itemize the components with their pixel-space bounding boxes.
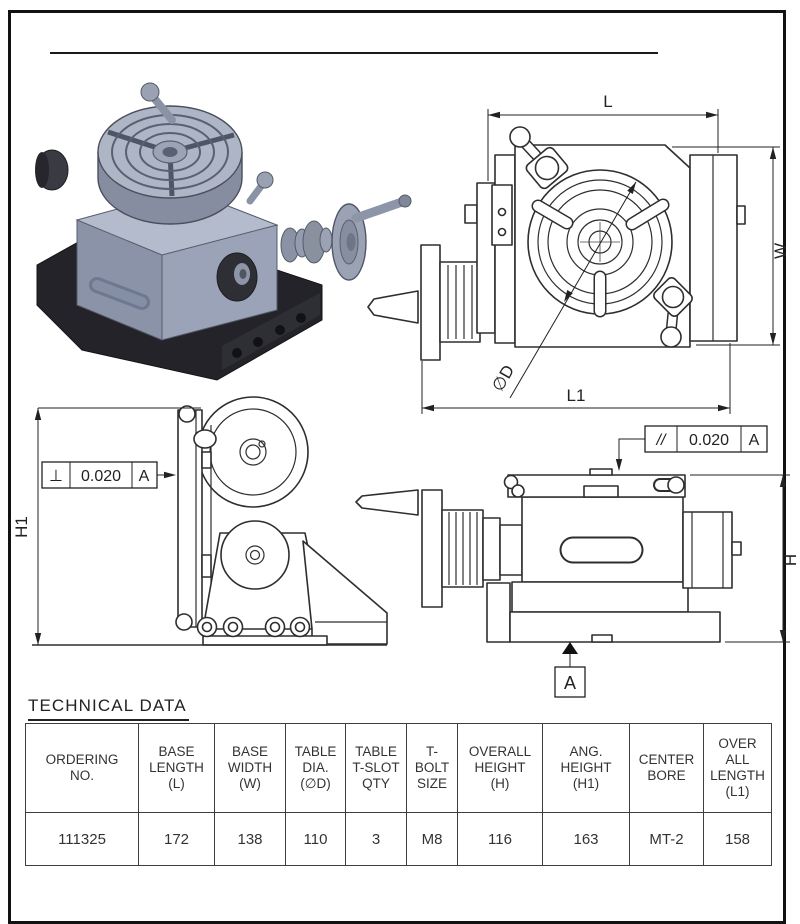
dimension-H1 (12, 408, 201, 645)
iso-trunnion-disc (217, 253, 257, 301)
fcf-datum-ref: A (138, 468, 150, 485)
cell-center-bore: MT-2 (630, 813, 704, 866)
fcf-datum-ref: A (748, 432, 760, 449)
fcf-perpendicular-symbol: ⊥ (49, 468, 63, 485)
dim-label-L: L (603, 92, 613, 111)
technical-data-table (25, 723, 772, 866)
col-header-ang-height: ANG. HEIGHT (H1) (543, 724, 630, 813)
side-view-outline (356, 469, 741, 642)
top-view (360, 85, 795, 415)
cell-tslot-qty: 3 (346, 813, 407, 866)
datum-feature-A (555, 642, 585, 697)
col-header-base-width: BASE WIDTH (W) (215, 724, 286, 813)
dim-label-table-diameter: ∅D (488, 361, 519, 395)
parallelism-fcf (616, 426, 767, 471)
perpendicularity-fcf (42, 462, 176, 488)
fcf-tolerance-value: 0.020 (80, 468, 122, 485)
cell-overall-length: 158 (704, 813, 772, 866)
col-header-overall-height: OVERALL HEIGHT (H) (458, 724, 543, 813)
dim-label-W: W (771, 242, 790, 260)
dim-label-H1: H1 (12, 516, 31, 538)
fcf-tolerance-value: 0.020 (688, 432, 730, 449)
col-header-center-bore: CENTER BORE (630, 724, 704, 813)
front-view-outline (32, 397, 387, 645)
iso-rotary-table (98, 106, 242, 224)
dimension-L1 (422, 343, 730, 414)
datum-flag-label: A (563, 673, 577, 693)
technical-data-heading: TECHNICAL DATA (28, 696, 189, 721)
col-header-tslot-qty: TABLE T-SLOT QTY (346, 724, 407, 813)
cell-ang-height: 163 (543, 813, 630, 866)
table-header-row (26, 724, 772, 813)
cell-base-width: 138 (215, 813, 286, 866)
fcf-parallel-symbol: // (656, 432, 666, 449)
dim-label-L1: L1 (566, 386, 586, 405)
cell-tbolt-size: M8 (407, 813, 458, 866)
col-header-table-dia: TABLE DIA. (∅D) (286, 724, 346, 813)
col-header-overall-length: OVER ALL LENGTH (L1) (704, 724, 772, 813)
top-view-table-circle (528, 170, 672, 314)
col-header-tbolt-size: T- BOLT SIZE (407, 724, 458, 813)
title-underline (50, 52, 658, 54)
table-data-row (26, 813, 772, 866)
col-header-base-length: BASE LENGTH (L) (139, 724, 215, 813)
cell-overall-height: 116 (458, 813, 543, 866)
cell-base-length: 172 (139, 813, 215, 866)
col-header-ordering-no: ORDERING NO. (26, 724, 139, 813)
cell-ordering-no: 111325 (26, 813, 139, 866)
side-view (340, 420, 800, 705)
cell-table-dia: 110 (286, 813, 346, 866)
dim-label-H: H (781, 553, 800, 567)
iso-left-knob (35, 150, 68, 190)
